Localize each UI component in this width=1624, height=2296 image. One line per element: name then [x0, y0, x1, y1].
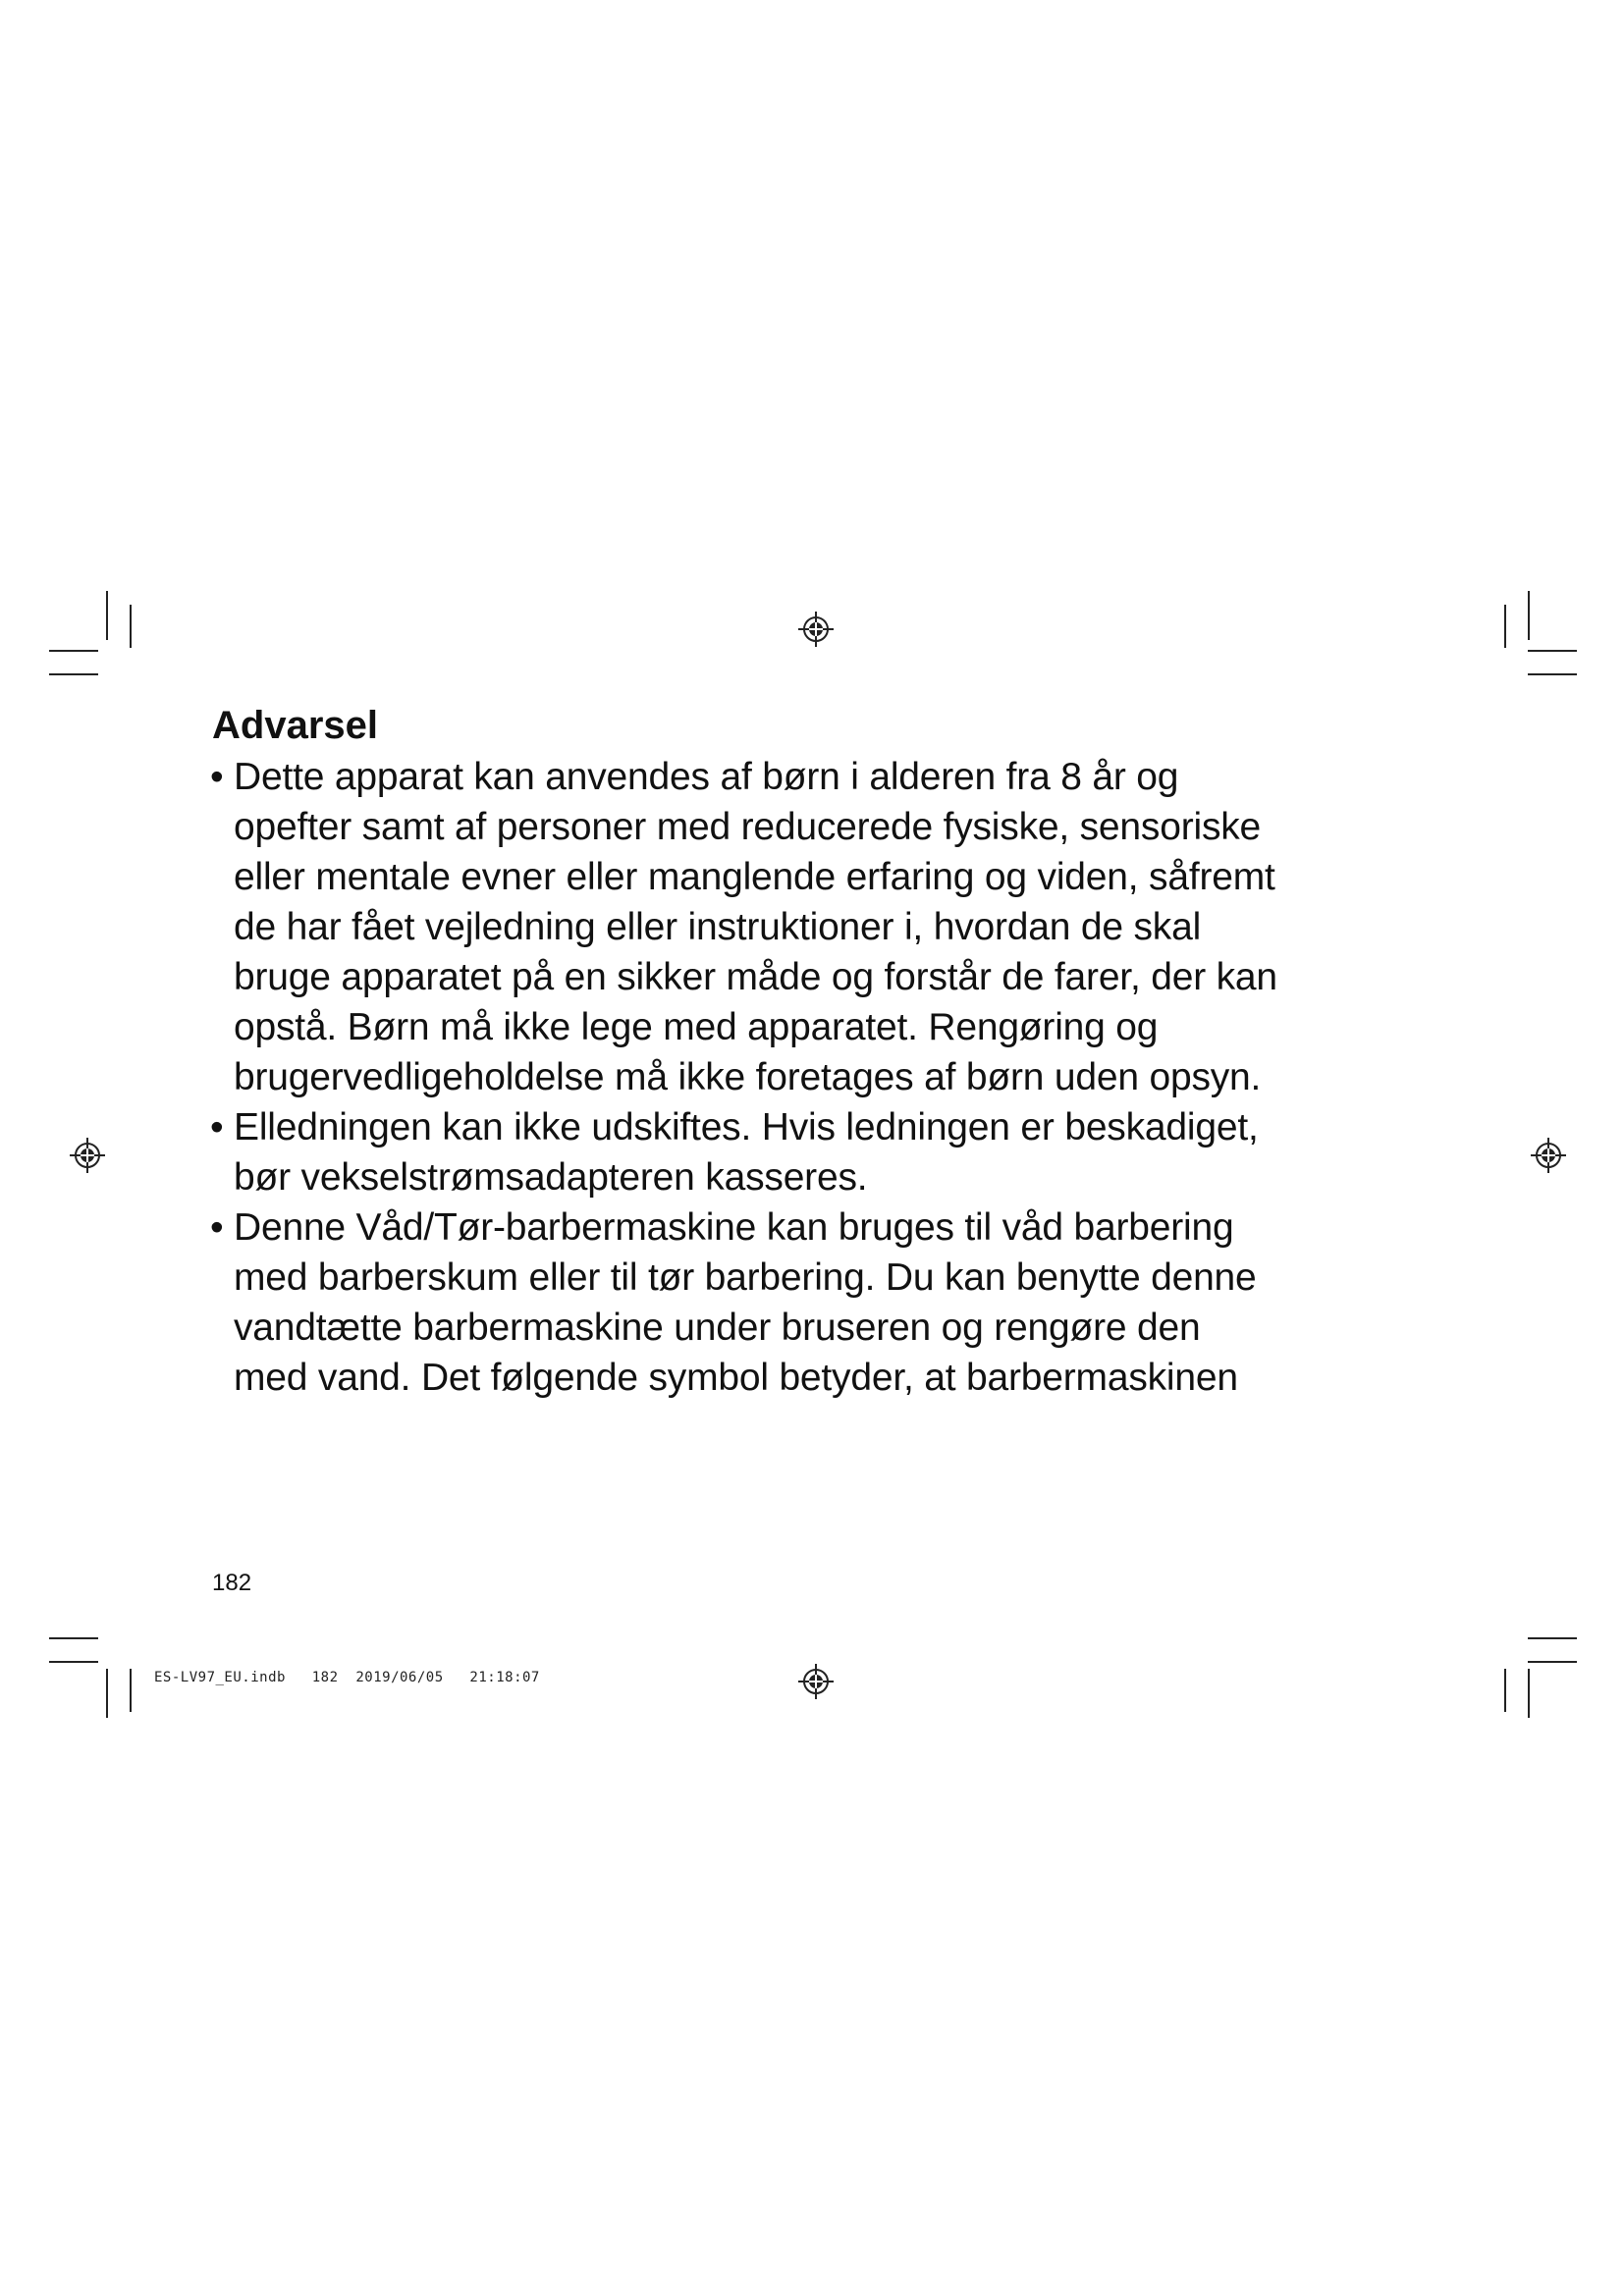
text-line: bør vekselstrømsadapteren kasseres.: [234, 1156, 868, 1199]
print-slug: ES-LV97_EU.indb 182 2019/06/05 21:18:07: [154, 1670, 540, 1685]
text-line: Denne Våd/Tør-barbermaskine kan bruges til våd barbering: [234, 1206, 1234, 1249]
text-line: Dette apparat kan anvendes af børn i alderen fra 8 år og: [234, 756, 1179, 798]
text-line: med vand. Det følgende symbol betyder, at barbermaskinen: [234, 1357, 1238, 1399]
text-line: bruge apparatet på en sikker måde og forstår de farer, der kan: [234, 956, 1277, 998]
crop-mark: [130, 605, 132, 648]
crop-mark: [1528, 650, 1577, 652]
list-item: [212, 1102, 1430, 1202]
text-line: Elledningen kan ikke udskiftes. Hvis ledningen er beskadiget,: [234, 1106, 1259, 1148]
list-item: [212, 752, 1430, 1102]
crop-mark: [49, 1661, 98, 1663]
registration-mark-icon: [797, 611, 835, 648]
crop-mark: [1528, 673, 1577, 675]
crop-mark: [130, 1669, 132, 1712]
crop-mark: [1504, 1669, 1506, 1712]
warning-list: [212, 752, 1430, 1403]
crop-mark: [106, 591, 108, 640]
bullet-icon: •: [210, 1106, 224, 1148]
crop-mark: [1528, 1669, 1530, 1718]
bullet-icon: •: [210, 756, 224, 798]
registration-mark-icon: [797, 1663, 835, 1700]
crop-mark: [1528, 1661, 1577, 1663]
section-heading: Advarsel: [212, 704, 378, 747]
list-item: [212, 1202, 1430, 1403]
registration-mark-icon: [69, 1137, 106, 1174]
crop-mark: [1528, 591, 1530, 640]
text-line: opstå. Børn må ikke lege med apparatet. Rengøring og: [234, 1006, 1159, 1048]
text-line: de har fået vejledning eller instruktioner i, hvordan de skal: [234, 906, 1202, 948]
crop-mark: [106, 1669, 108, 1718]
crop-mark: [49, 1637, 98, 1639]
text-line: eller mentale evner eller manglende erfaring og viden, såfremt: [234, 856, 1275, 898]
crop-mark: [49, 673, 98, 675]
page-number: 182: [212, 1570, 252, 1596]
crop-mark: [1528, 1637, 1577, 1639]
text-line: med barberskum eller til tør barbering. Du kan benytte denne: [234, 1256, 1257, 1299]
text-line: opefter samt af personer med reducerede fysiske, sensoriske: [234, 806, 1262, 848]
warning-section: [212, 699, 1430, 1403]
crop-mark: [49, 650, 98, 652]
registration-mark-icon: [1530, 1137, 1567, 1174]
text-line: brugervedligeholdelse må ikke foretages af børn uden opsyn.: [234, 1056, 1262, 1098]
crop-mark: [1504, 605, 1506, 648]
text-line: vandtætte barbermaskine under bruseren og rengøre den: [234, 1307, 1201, 1349]
bullet-icon: •: [210, 1206, 224, 1249]
